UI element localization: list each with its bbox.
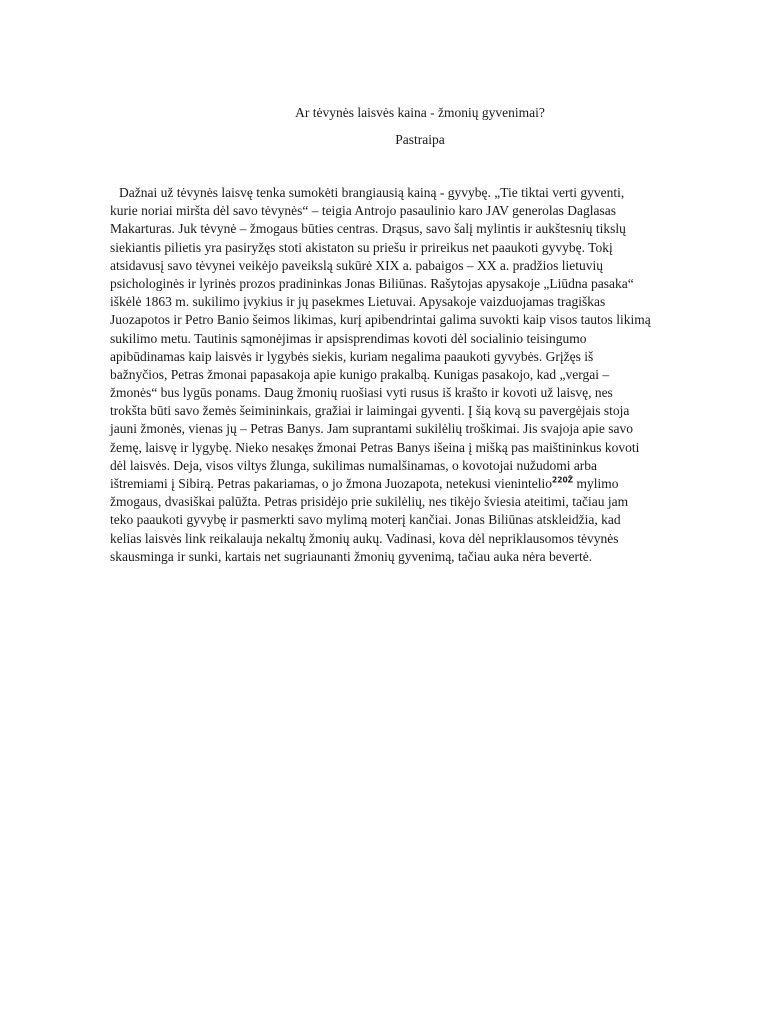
paragraph-line: kelias laisvės link reikalauja nekaltų žmonių aukų. Vadinasi, kova dėl nepriklausomos tėvynės: [110, 530, 619, 546]
paragraph-line: trokšta būti savo žemės šeimininkais, gražiai ir laimingai gyventi. Į šią kovą su pavergėjais stoja: [110, 403, 630, 419]
paragraph-line-text: ištremiami į Sibirą. Petras pakariamas, o jo žmona Juozapota, netekusi vienintelio: [110, 476, 553, 491]
paragraph-line: Dažnai už tėvynės laisvę tenka sumokėti brangiausią kainą - gyvybę. „Tie tiktai verti gyventi,: [119, 185, 625, 200]
paragraph-line: jauni žmonės, vienas jų – Petras Banys. Jam suprantami sukilėlių troškimai. Jis svajoja apie savo: [110, 421, 634, 437]
paragraph-line: žemę, laisvę ir lygybę. Nieko nesakęs žmonai Petras Banys išeina į mišką pas maištininkus kovoti: [110, 439, 640, 455]
paragraph-line: dėl laisvės. Deja, visos viltys žlunga, sukilimas numalšinamas, o kovotojai nužudomi arba: [110, 457, 598, 473]
paragraph-line: Juozapotos ir Petro Banio šeimos likimas, kurį apibendrintai galima suvokti kaip visos tautos likimą: [110, 312, 651, 328]
document-subtitle: Pastraipa: [395, 132, 445, 147]
paragraph-line: psichologinės ir lyrinės prozos pradininkas Jonas Biliūnas. Rašytojas apysakoje „Liūdna pasaka“: [110, 275, 634, 291]
paragraph-line-with-mark: [110, 475, 732, 493]
paragraph-line: bažnyčios, Petras žmonai papasakoja apie kunigo prakalbą. Kunigas pasakojo, kad „vergai –: [110, 366, 610, 382]
paragraph-line: siekiantis pilietis yra pasiryžęs stoti akistaton su priešu ir prireikus net paaukoti gyvybę. Tokį: [110, 239, 613, 255]
paragraph-line: apibūdinamas kaip laisvės ir lygybės siekis, kuriam negalima paaukoti gyvybės. Grįžęs iš: [110, 348, 594, 364]
body-paragraph: [110, 184, 732, 566]
paragraph-line: Makarturas. Juk tėvynė – žmogaus būties centras. Drąsus, savo šalį mylintis ir aukštesnių tikslų: [110, 221, 626, 237]
paragraph-line: žmonės“ bus lygūs ponams. Daug žmonių ruošiasi vyti rusus iš krašto ir kovoti už laisvę, nes: [110, 385, 613, 401]
paragraph-line: atsidavusį savo tėvynei veikėjo paveikslą sukūrė XIX a. pabaigos – XX a. pradžios lietuvių: [110, 257, 604, 273]
inline-mark: 220Ž: [552, 475, 574, 485]
paragraph-line: teko paaukoti gyvybę ir pasmerkti savo mylimą moterį kančiai. Jonas Biliūnas atskleidžia, kad: [110, 512, 621, 528]
document-title: Ar tėvynės laisvės kaina - žmonių gyvenimai?: [295, 105, 545, 120]
paragraph-line: skausminga ir sunki, kartais net sugriaunanti žmonių gyvenimą, tačiau auka nėra bevertė.: [110, 548, 593, 564]
paragraph-line-tail: mylimo: [573, 476, 619, 491]
paragraph-line: sukilimo metu. Tautinis sąmonėjimas ir apsisprendimas kovoti dėl socialinio teisingumo: [110, 330, 587, 346]
paragraph-line: žmogaus, dvasiškai palūžta. Petras prisidėjo prie sukilėlių, nes tikėjo šviesia ateitimi, tačiau jam: [110, 494, 629, 510]
paragraph-line: iškėlė 1863 m. sukilimo įvykius ir jų pasekmes Lietuvai. Apysakoje vaizduojamas tragiškas: [110, 294, 606, 310]
paragraph-line: kurie noriai miršta dėl savo tėvynės“ – teigia Antrojo pasaulinio karo JAV generolas Daglasas: [110, 203, 617, 219]
